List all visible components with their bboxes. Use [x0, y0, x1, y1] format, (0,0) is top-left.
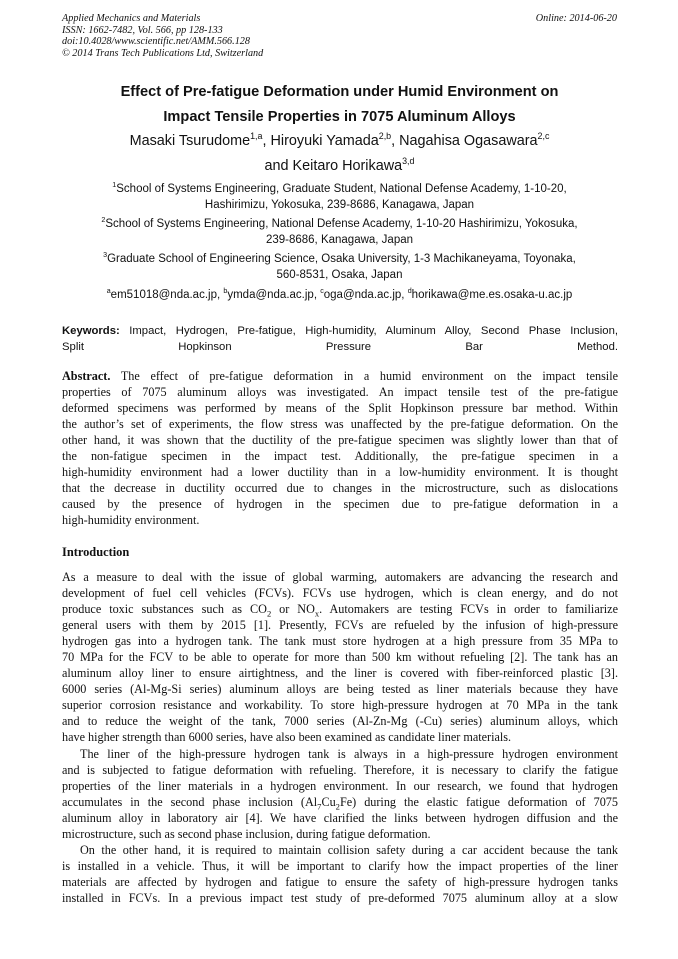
body-line: materials are affected by hydrogen and fatigue to ensure the safety of high-pressure hydrogen tanks	[62, 874, 618, 889]
keywords-text: Split Hopkinson Pressure Bar Method.	[62, 341, 618, 353]
authors-line-1	[62, 129, 617, 154]
body-line: aluminum alloy in laboratory air [4]. We have clarified the links between hydrogen diffusion and the	[62, 810, 618, 825]
subscript: x	[314, 608, 320, 619]
keywords-text: Impact, Hydrogen, Pre-fatigue, High-humidity, Aluminum Alloy, Second Phase Inclusion,	[119, 325, 618, 337]
affiliation-text: Graduate School of Engineering Science, Osaka University, 1-3 Machikaneyama, Toyonaka,	[107, 253, 576, 265]
author-affil-mark: 2,b	[378, 131, 392, 142]
paper-title	[62, 80, 617, 130]
body-line: and is subjected to fatigue deformation with refueling. Therefore, it is necessary to clarify the fatigue	[62, 762, 618, 777]
author-name: Nagahisa Ogasawara	[399, 133, 538, 149]
abstract-line: high-humidity environment.	[62, 513, 200, 528]
keywords-block	[62, 323, 618, 355]
abstract-label: Abstract.	[62, 369, 111, 383]
affiliation-number: 2	[101, 216, 106, 225]
text-run: or NO	[271, 602, 315, 617]
author-affil-mark: 1,a	[250, 131, 263, 142]
body-line: superior corrosion resistance and workability. To store high-pressure hydrogen at 70 MPa in the tank	[62, 698, 618, 713]
online-date: Online: 2014-06-20	[535, 13, 617, 24]
affiliation-text: School of Systems Engineering, National Defense Academy, 1-10-20 Hashirimizu, Yokosuka,	[105, 218, 578, 230]
author-name: Keitaro Horikawa	[292, 158, 403, 174]
text-run: Cu	[321, 794, 336, 809]
doi-line: doi:10.4028/www.scientific.net/AMM.566.128	[62, 36, 250, 48]
body-line	[62, 601, 618, 617]
affiliation-number: 1	[112, 181, 117, 190]
abstract-line: the non-fatigue specimen in the impact test. Additionally, the pre-fatigue specimen in a	[62, 449, 618, 464]
author-conjunction: and	[264, 158, 293, 174]
email-line	[62, 287, 617, 303]
email-address: ymda@nda.ac.jp,	[227, 289, 321, 301]
body-line: have higher strength than 6000 series, have also been examined as candidate liner materials.	[62, 730, 512, 745]
copyright-line: © 2014 Trans Tech Publications Ltd, Switzerland	[62, 47, 264, 59]
authors-line-2	[62, 154, 617, 179]
running-header	[62, 13, 617, 59]
abstract-line	[62, 368, 618, 384]
abstract-line: deformed specimens was performed by means of the Split Hopkinson pressure bar method. Within	[62, 401, 618, 416]
body-line: is installed in a vehicle. Thus, it will be important to clarify how the impact properties of the liner	[62, 858, 618, 873]
body-line: aluminum alloy liner to ensure airtightness, and the liner is covered with fiber-reinforced plastic [3].	[62, 666, 618, 681]
body-line: installed in FCVs. In a previous impact test study of pre-deformed 7075 aluminum alloy at a slow	[62, 890, 618, 905]
keywords-line	[62, 323, 618, 339]
title-line-2: Impact Tensile Properties in 7075 Aluminum Alloys	[163, 109, 516, 125]
abstract-line: that the decrease in ductility occurred due to changes in the microstructure, such as dislocations	[62, 481, 618, 496]
affiliation-3	[62, 251, 617, 283]
affiliation-text: 560-8531, Osaka, Japan	[276, 269, 403, 281]
abstract-line: other hand, it was shown that the ductility of the pre-fatigue specimen was slightly lower than that of	[62, 433, 618, 448]
author-name: Hiroyuki Yamada	[270, 133, 379, 149]
body-line: The liner of the high-pressure hydrogen tank is always in a high-pressure hydrogen environment	[80, 746, 618, 761]
body-line: and to reduce the weight of the tank, 7000 series (Al-Zn-Mg (-Cu) series) aluminum alloys, which	[62, 714, 618, 729]
abstract-line: the author’s set of experiments, the flow stress was unaffected by the pre-fatigue deformation. On the	[62, 417, 618, 432]
abstract-text: The effect of pre-fatigue deformation in a humid environment on the impact tensile	[110, 369, 618, 383]
affiliation-number: 3	[103, 251, 108, 260]
author-affil-mark: 3,d	[402, 156, 415, 167]
affiliation-text: Hashirimizu, Yokosuka, 239-8686, Kanagawa, Japan	[204, 199, 475, 211]
body-line: 70 MPa for the FCV to be able to operate for more than 500 km without refueling [2]. The tank has an	[62, 650, 618, 665]
subscript: 2	[335, 801, 340, 812]
affiliation-text: 239-8686, Kanagawa, Japan	[265, 234, 414, 246]
email-address: horikawa@me.es.osaka-u.ac.jp	[411, 289, 573, 301]
body-line: properties of the liner materials in a hydrogen environment. In our research, we found that hydrogen	[62, 778, 618, 793]
body-line: 6000 series (Al-Mg-Si series) aluminum alloys are being tested as liner materials because they have	[62, 682, 618, 697]
affiliation-line	[62, 251, 617, 267]
body-line: As a measure to deal with the issue of global warming, automakers are advancing the research and	[62, 570, 618, 584]
keywords-label: Keywords:	[62, 325, 120, 337]
author-name: Masaki Tsurudome	[129, 133, 251, 149]
text-run: Fe) during the elastic fatigue deformation of 7075	[339, 794, 618, 809]
body-line: hydrogen gas into a hydrogen tank. The tank must store hydrogen at a high pressure from 35 MPa to	[62, 634, 618, 649]
email-mark: c	[320, 287, 324, 296]
author-separator: ,	[262, 133, 271, 149]
text-run: produce toxic substances such as CO	[62, 602, 267, 617]
author-emails	[62, 287, 617, 303]
author-list	[62, 129, 617, 179]
abstract-line: high-humidity environment had a lower ductility than in a low-humidity environment. It is thought	[62, 465, 618, 480]
issn-line: ISSN: 1662-7482, Vol. 566, pp 128-133	[62, 24, 223, 36]
subscript: 7	[317, 801, 322, 812]
abstract-line: caused by the presence of hydrogen in the specimen due to pre-fatigue deformation in a	[62, 497, 618, 512]
body-line: development of fuel cell vehicles (FCVs). FCVs use hydrogen, which is clean energy, and do not	[62, 586, 618, 601]
affiliation-line	[62, 216, 617, 232]
abstract-line: properties of 7075 aluminum alloys was investigated. An impact tensile test of the pre-fatigue	[62, 385, 618, 400]
affiliation-1	[62, 181, 617, 213]
body-line: On the other hand, it is required to maintain collision safety during a car accident because the tank	[80, 842, 618, 857]
abstract-block	[62, 368, 618, 528]
author-separator: ,	[391, 133, 400, 149]
affiliation-line	[62, 181, 617, 197]
email-address: em51018@nda.ac.jp,	[110, 289, 224, 301]
email-mark: a	[106, 287, 111, 296]
affiliation-2	[62, 216, 617, 248]
email-mark: d	[407, 287, 412, 296]
author-affil-mark: 2,c	[537, 131, 550, 142]
body-line: general users with them by 2015 [1]. Presently, FCVs are refueled by the infusion of high-pressure	[62, 618, 618, 633]
journal-name: Applied Mechanics and Materials	[62, 13, 201, 24]
section-heading-introduction: Introduction	[62, 545, 130, 559]
body-line	[62, 794, 618, 810]
introduction-body	[62, 569, 618, 906]
body-line: microstructure, such as second phase inclusion, during fatigue deformation.	[62, 826, 431, 841]
subscript: 2	[266, 608, 272, 619]
email-mark: b	[223, 287, 228, 296]
text-run: accumulates in the second phase inclusion (Al	[62, 794, 318, 809]
affiliation-text: School of Systems Engineering, Graduate Student, National Defense Academy, 1-10-20,	[116, 183, 567, 195]
text-run: . Automakers are testing FCVs in order to familiarize	[319, 602, 618, 617]
email-address: oga@nda.ac.jp,	[323, 289, 408, 301]
title-line-1: Effect of Pre-fatigue Deformation under Humid Environment on	[120, 84, 559, 100]
